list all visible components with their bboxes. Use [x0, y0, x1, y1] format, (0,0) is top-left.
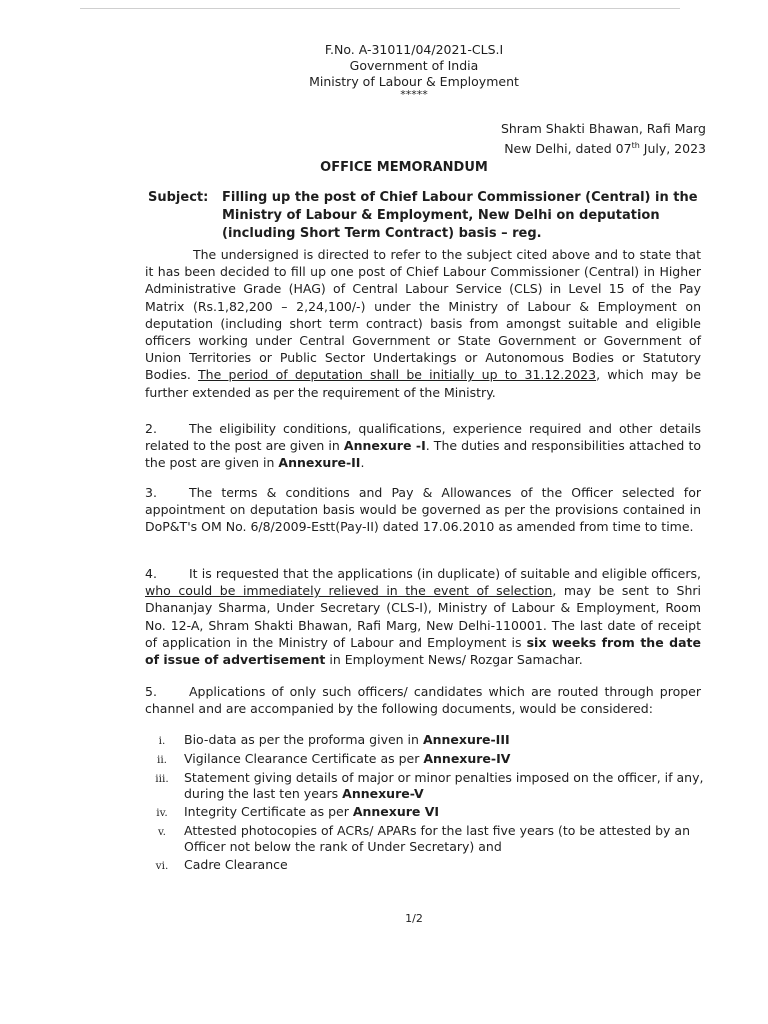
- para3-text: The terms & conditions and Pay & Allowances of the Officer selected for appointment on deputation basis would be governed as per the provisions contained in DoP&T's OM No. 6/8/2009-Estt(Pay-II) dated 17.06.2010 as amended from time to time.: [145, 485, 701, 535]
- para4-underlined: who could be immediately relieved in the event of selection: [145, 583, 553, 599]
- place-and-date: [501, 120, 706, 157]
- list-item-text: Vigilance Clearance Certificate as per: [184, 751, 424, 766]
- paragraph-1: [145, 246, 701, 401]
- para1-underlined: The period of deputation shall be initially up to 31.12.2023: [198, 367, 597, 383]
- paragraph-4: [145, 565, 701, 668]
- para2-text-d: .: [360, 455, 365, 471]
- date-prefix: New Delhi, dated 07: [504, 141, 632, 157]
- list-item: [140, 857, 705, 874]
- paragraph-5: [145, 683, 701, 717]
- list-item: [140, 804, 705, 821]
- list-item-annexure: Annexure-V: [342, 786, 424, 801]
- para4-text-c: in Employment News/ Rozgar Samachar.: [325, 652, 583, 668]
- date-sup: th: [631, 141, 640, 150]
- para2-annexure-2: Annexure-II: [278, 455, 361, 471]
- para4-bold: six weeks from the date of issue of advertisement: [145, 634, 701, 668]
- subject-line-1: Filling up the post of Chief Labour Commissioner (Central) in the: [222, 190, 698, 205]
- list-item-number: i.: [158, 735, 166, 747]
- list-item-text: Bio-data as per the proforma given in: [184, 732, 423, 747]
- paragraph-2: [145, 420, 701, 472]
- government-name: Government of India: [349, 58, 479, 73]
- para4-text-b: , may be sent to Shri Dhananjay Sharma, Under Secretary (CLS-I), Ministry of Labour & Employment, Room No. 12-A, Shram Shakti Bhawan, Rafi Marg, New Delhi-110001. The last date of receipt of application in the Ministry of Labour and Employment is: [145, 583, 702, 650]
- separator-stars: *****: [400, 88, 428, 101]
- list-item-annexure: Annexure VI: [352, 804, 440, 819]
- letterhead: [0, 42, 768, 100]
- subject-line-3: (including Short Term Contract) basis – reg.: [222, 226, 542, 241]
- list-item-number: iii.: [155, 773, 169, 785]
- scan-edge-line: [80, 8, 680, 9]
- para1-text: The undersigned is directed to refer to the subject cited above and to state that it has been decided to fill up one post of Chief Labour Commissioner (Central) in Higher Administrative Grade (HAG) of Central Labour Service (CLS) in Level 15 of the Pay Matrix (Rs.1,82,200 – 2,24,100/-) under the Ministry of Labour & Employment on deputation (including short term contract) basis from amongst suitable and eligible officers working under Central Government or State Government or Government of Union Territories or Public Sector Undertakings or Autonomous Bodies or Statutory Bodies.: [145, 247, 701, 383]
- list-item-text: Cadre Clearance: [184, 857, 288, 872]
- subject-label: Subject:: [148, 190, 209, 205]
- list-item-annexure: Annexure-IV: [423, 751, 511, 766]
- paragraph-3: [145, 484, 701, 536]
- para3-number: 3.: [145, 485, 157, 500]
- para5-text: Applications of only such officers/ candidates which are routed through proper channel and are accompanied by the following documents, would be considered:: [145, 684, 701, 717]
- subject-block: [148, 189, 708, 243]
- para2-text-c: . The duties and responsibilities attached to the post are given in: [145, 438, 701, 471]
- para2-annexure-1: Annexure -I: [343, 438, 426, 454]
- address: Shram Shakti Bhawan, Rafi Marg: [500, 121, 706, 136]
- list-item: [140, 751, 705, 768]
- para5-number: 5.: [145, 684, 157, 699]
- documents-list: [140, 732, 705, 876]
- list-item: [140, 770, 705, 802]
- subject-line-2: Ministry of Labour & Employment, New Delhi on deputation: [222, 208, 660, 223]
- list-item-text: Attested photocopies of ACRs/ APARs for the last five years (to be attested by an Officer not below the rank of Under Secretary) and: [184, 823, 690, 854]
- list-item-number: vi.: [155, 860, 169, 872]
- list-item-text: Integrity Certificate as per: [184, 804, 353, 819]
- list-item: [140, 823, 705, 855]
- list-item-text: Statement giving details of major or minor penalties imposed on the officer, if any, during the last ten years: [184, 770, 704, 801]
- document-title: OFFICE MEMORANDUM: [320, 160, 488, 175]
- para2-text-a: The eligibility conditions, qualifications, experience required and other details related to the post are given in: [145, 421, 701, 454]
- list-item-number: v.: [157, 826, 167, 838]
- para1-tail: , which may be further extended as per the requirement of the Ministry.: [145, 367, 702, 400]
- date-line: [501, 137, 706, 157]
- ministry-name: Ministry of Labour & Employment: [309, 74, 519, 89]
- para4-number: 4.: [145, 566, 157, 581]
- list-item: [140, 732, 705, 749]
- file-number: F.No. A-31011/04/2021-CLS.I: [324, 42, 504, 57]
- para2-number: 2.: [145, 421, 157, 436]
- list-item-number: iv.: [156, 807, 168, 819]
- list-item-annexure: Annexure-III: [422, 732, 510, 747]
- date-suffix: July, 2023: [639, 141, 706, 157]
- list-item-number: ii.: [156, 754, 168, 766]
- para4-text-a: It is requested that the applications (in duplicate) of suitable and eligible officers,: [189, 566, 701, 581]
- page-number: 1/2: [405, 912, 423, 925]
